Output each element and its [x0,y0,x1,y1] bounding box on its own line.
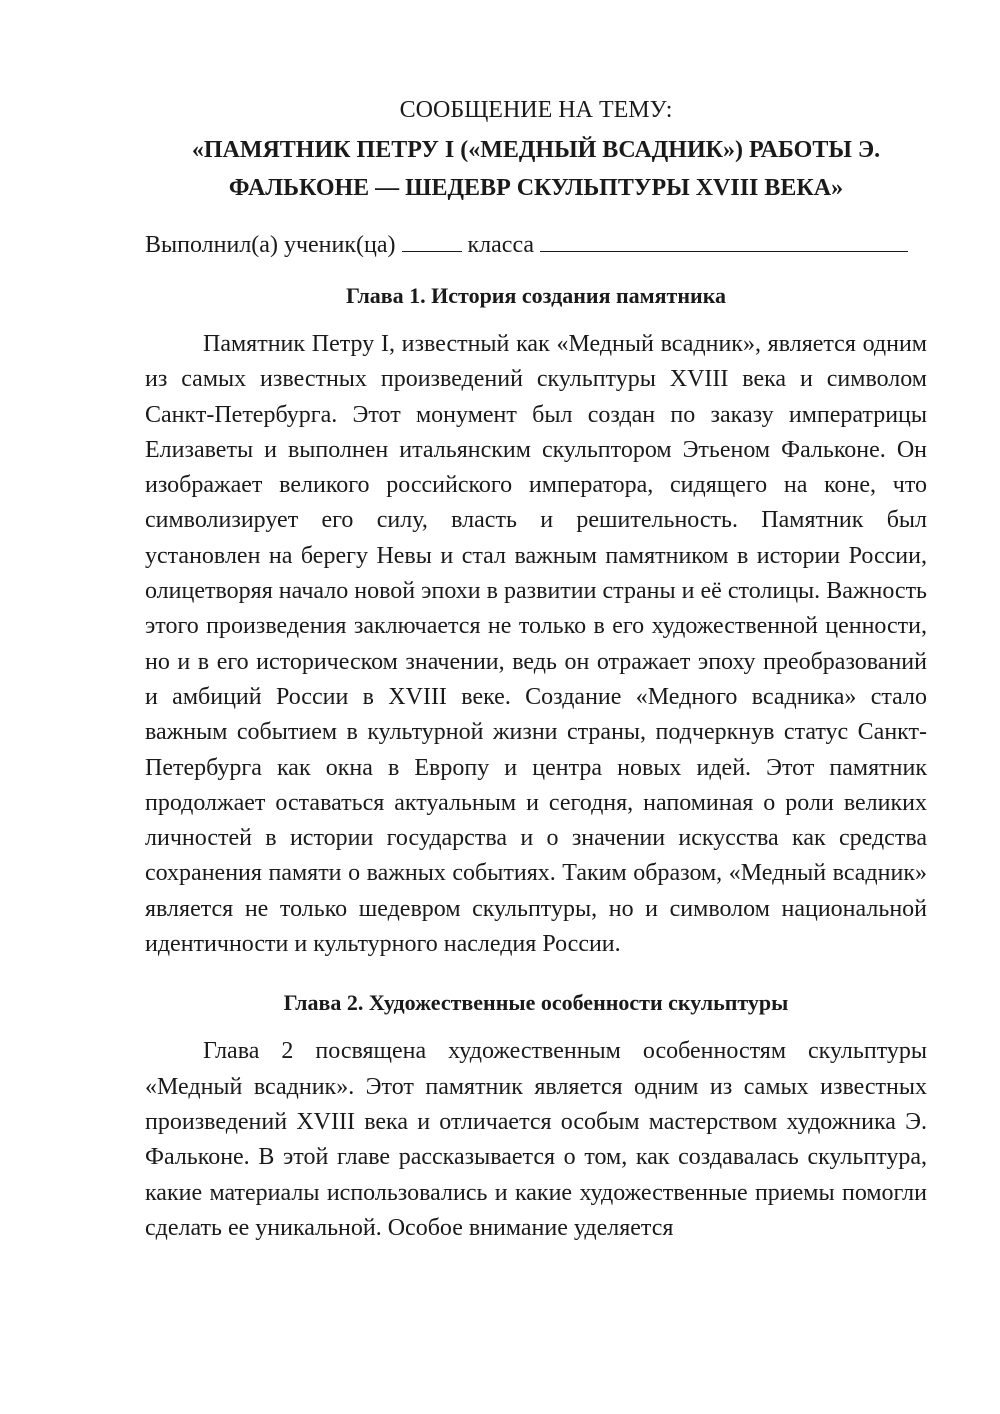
author-prefix: Выполнил(а) ученик(ца) [145,232,396,258]
author-line [145,229,927,261]
student-name-blank [540,229,908,252]
document-page [145,95,927,1246]
chapter-1-paragraph: Памятник Петру I, известный как «Медный всадник», является одним из самых известных произведений скульптуры XVIII века и символом Санкт-Петербурга. Этот монумент был создан по заказу императрицы Елизаветы и выполнен итальянским скульптором Этьеном Фальконе. Он изображает великого российского императора, сидящего на коне, что символизирует его силу, власть и решительность. Памятник был установлен на берегу Невы и стал важным памятником в истории России, олицетворяя начало новой эпохи в развитии страны и её столицы. Важность этого произведения заключается не только в его художественной ценности, но и в его историческом значении, ведь он отражает эпоху преобразований и амбиций России в XVIII веке. Создание «Медного всадника» стало важным событием в культурной жизни страны, подчеркнув статус Санкт-Петербурга как окна в Европу и центра новых идей. Этот памятник продолжает оставаться актуальным и сегодня, напоминая о роли великих личностей в истории государства и о значении искусства как средства сохранения памяти о важных событиях. Таким образом, «Медный всадник» является не только шедевром скульптуры, но и символом национальной идентичности и культурного наследия России. [145,331,927,958]
chapter-2-title: Глава 2. Художественные особенности скульптуры [283,990,789,1016]
class-number-blank [402,229,462,252]
class-word: класса [467,232,535,258]
topic-label: СООБЩЕНИЕ НА ТЕМУ: [399,97,673,123]
chapter-1-title: Глава 1. История создания памятника [345,283,727,308]
document-title: «ПАМЯТНИК ПЕТРУ I («МЕДНЫЙ ВСАДНИК») РАБОТЫ Э. ФАЛЬКОНЕ — ШЕДЕВР СКУЛЬПТУРЫ XVIII ВЕКА» [191,137,881,201]
chapter-2-paragraph: Глава 2 посвящена художественным особенностям скульптуры «Медный всадник». Этот памятник является одним из самых известных произведений XVIII века и отличается особым мастерством художника Э. Фальконе. В этой главе рассказывается о том, как создавалась скульптура, какие материалы использовались и какие художественные приемы помогли сделать ее уникальной. Особое внимание уделяется [145,1038,927,1241]
